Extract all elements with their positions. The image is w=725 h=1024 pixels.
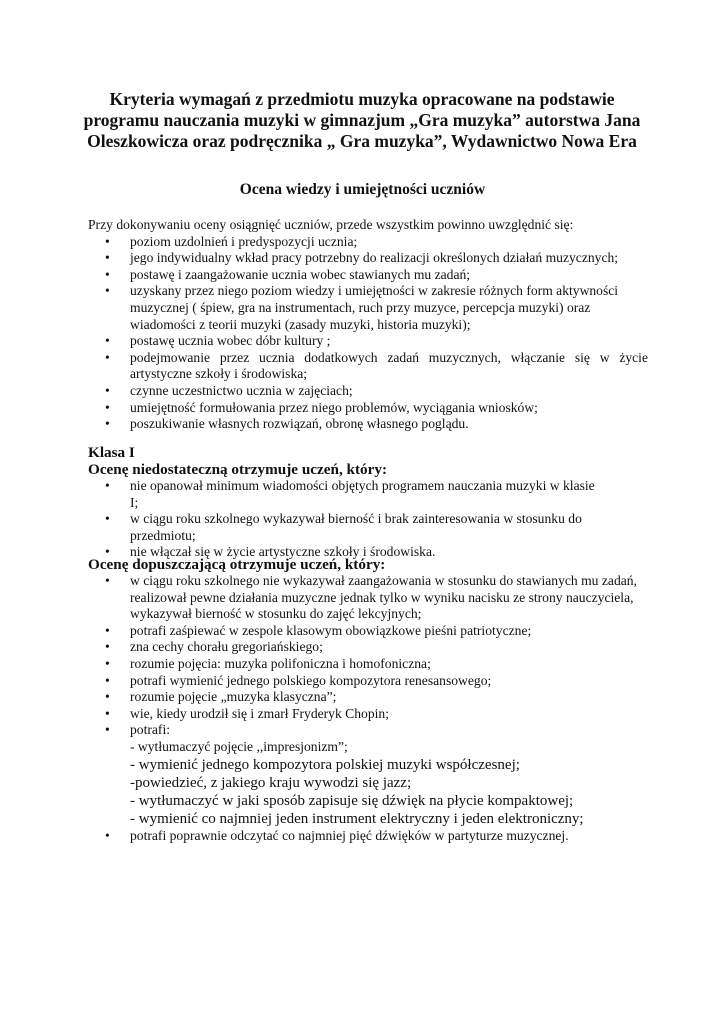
sub-item: -powiedzieć, z jakiego kraju wywodzi się jazz; <box>130 774 412 791</box>
intro-list <box>88 234 648 433</box>
niedostateczna-heading: Ocenę niedostateczną otrzymuje uczeń, który: <box>88 461 388 478</box>
list-item: • poziom uzdolnień i predyspozycji ucznia; <box>88 234 648 251</box>
list-item: • potrafi: <box>88 722 643 739</box>
title-line-3: Oleszkowicza oraz podręcznika „ Gra muzyka”, Wydawnictwo Nowa Era <box>87 131 637 151</box>
list-item: • potrafi poprawnie odczytać co najmniej pięć dźwięków w partyturze muzycznej. <box>88 828 643 845</box>
list-item: • postawę i zaangażowanie ucznia wobec stawianych mu zadań; <box>88 267 648 284</box>
potrafi-sublist <box>88 739 643 828</box>
list-item: • czynne uczestnictwo ucznia w zajęciach; <box>88 383 648 400</box>
list-item: • podejmowanie przez ucznia dodatkowych zadań muzycznych, włączanie się w życie artystyczne szkoły i środowiska; <box>88 350 648 383</box>
klasa-section <box>88 444 643 561</box>
list-item: • umiejętność formułowania przez niego problemów, wyciągania wniosków; <box>88 400 648 417</box>
list-item: • potrafi zaśpiewać w zespole klasowym obowiązkowe pieśni patriotyczne; <box>88 623 643 640</box>
list-item: • jego indywidualny wkład pracy potrzebny do realizacji określonych działań muzycznych; <box>88 250 648 267</box>
list-item: • w ciągu roku szkolnego wykazywał bierność i brak zainteresowania w stosunku do przedmiotu; <box>88 511 603 544</box>
title-line-1: Kryteria wymagań z przedmiotu muzyka opracowane na podstawie <box>109 89 615 109</box>
list-item: • rozumie pojęcie „muzyka klasyczna”; <box>88 689 643 706</box>
list-item: • wie, kiedy urodził się i zmarł Fryderyk Chopin; <box>88 706 643 723</box>
list-item: • w ciągu roku szkolnego nie wykazywał zaangażowania w stosunku do stawianych mu zadań, realizował pewne działania muzyczne jednak tylko w wyniku nacisku ze strony nauczyciela, wykazywał bierność w stosunku do zajęć lekcyjnych; <box>88 573 643 623</box>
klasa-heading: Klasa I <box>88 444 135 461</box>
dopuszczajaca-list-end <box>88 828 643 845</box>
title-line-2: programu nauczania muzyki w gimnazjum „Gra muzyka” autorstwa Jana <box>83 110 641 130</box>
niedostateczna-list <box>88 478 643 561</box>
dopuszczajaca-list <box>88 573 643 739</box>
list-item: • zna cechy chorału gregoriańskiego; <box>88 639 643 656</box>
document-title <box>78 89 646 152</box>
intro-section <box>88 217 648 433</box>
list-item: • poszukiwanie własnych rozwiązań, obronę własnego poglądu. <box>88 416 648 433</box>
list-item: • nie włączał się w życie artystyczne szkoły i środowiska. <box>88 544 603 561</box>
list-item: • potrafi wymienić jednego polskiego kompozytora renesansowego; <box>88 673 643 690</box>
sub-item: - wymienić co najmniej jeden instrument elektryczny i jeden elektroniczny; <box>130 810 584 827</box>
dopuszczajaca-heading: Ocenę dopuszczającą otrzymuje uczeń, który: <box>88 556 386 573</box>
list-item: • uzyskany przez niego poziom wiedzy i umiejętności w zakresie różnych form aktywności muzycznej ( śpiew, gra na instrumentach, ruch przy muzyce, percepcja muzyki) oraz wiadomości z teorii muzyki (zasady muzyki, historia muzyki); <box>88 283 648 333</box>
sub-item: - wytłumaczyć pojęcie ,,impresjonizm”; <box>130 738 348 754</box>
intro-text: Przy dokonywaniu oceny osiągnięć uczniów, przede wszystkim powinno uwzględnić się: <box>88 217 574 232</box>
sub-item: - wytłumaczyć w jaki sposób zapisuje się dźwięk na płycie kompaktowej; <box>130 792 574 809</box>
section-subtitle: Ocena wiedzy i umiejętności uczniów <box>239 181 486 198</box>
list-item: • rozumie pojęcia: muzyka polifoniczna i homofoniczna; <box>88 656 643 673</box>
list-item: • nie opanował minimum wiadomości objętych programem nauczania muzyki w klasie I; <box>88 478 603 511</box>
sub-item: - wymienić jednego kompozytora polskiej muzyki współczesnej; <box>130 756 520 773</box>
list-item: • postawę ucznia wobec dóbr kultury ; <box>88 333 648 350</box>
dopuszczajaca-section <box>88 556 643 844</box>
